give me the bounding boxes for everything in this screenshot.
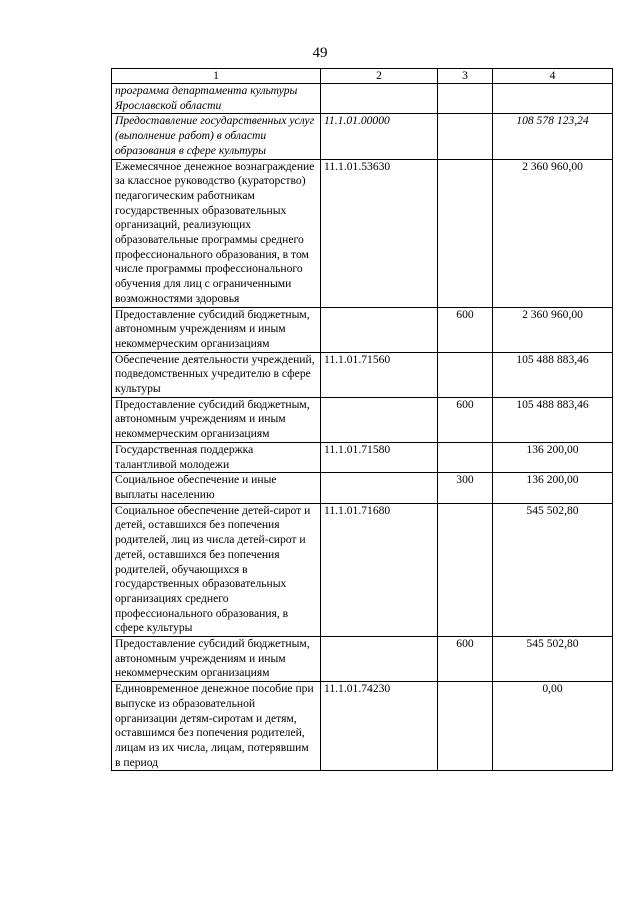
table-row	[112, 307, 613, 352]
row-type-cell	[438, 503, 493, 636]
row-code-cell	[321, 397, 438, 442]
row-name-cell: Предоставление государственных услуг (выполнение работ) в области образования в сфере культуры	[112, 114, 321, 159]
row-code-cell: 11.1.01.74230	[321, 682, 438, 771]
row-code-cell	[321, 307, 438, 352]
row-code-cell	[321, 84, 438, 114]
row-amount-cell: 545 502,80	[493, 503, 613, 636]
table-row	[112, 442, 613, 472]
row-code-cell: 11.1.01.71580	[321, 442, 438, 472]
table-row	[112, 503, 613, 636]
row-amount-cell: 2 360 960,00	[493, 159, 613, 307]
budget-table	[111, 68, 613, 771]
row-type-cell	[438, 114, 493, 159]
row-type-cell	[438, 352, 493, 397]
column-header-2: 2	[321, 69, 438, 84]
row-name-cell: программа департамента культуры Ярославской области	[112, 84, 321, 114]
row-code-cell	[321, 637, 438, 682]
table-row	[112, 637, 613, 682]
row-name-cell: Обеспечение деятельности учреждений, подведомственных учредителю в сфере культуры	[112, 352, 321, 397]
row-amount-cell: 105 488 883,46	[493, 352, 613, 397]
row-amount-cell: 545 502,80	[493, 637, 613, 682]
row-name-cell: Государственная поддержка талантливой молодежи	[112, 442, 321, 472]
table-row	[112, 397, 613, 442]
table-row	[112, 84, 613, 114]
row-code-cell: 11.1.01.53630	[321, 159, 438, 307]
table-row	[112, 159, 613, 307]
row-name-cell: Единовременное денежное пособие при выпуске из образовательной организации детям-сиротам и детям, оставшимся без попечения родителей, лицам из их числа, лицам, потерявшим в период	[112, 682, 321, 771]
row-amount-cell: 0,00	[493, 682, 613, 771]
row-amount-cell: 105 488 883,46	[493, 397, 613, 442]
table-row	[112, 114, 613, 159]
column-header-3: 3	[438, 69, 493, 84]
row-amount-cell: 136 200,00	[493, 442, 613, 472]
column-header-4: 4	[493, 69, 613, 84]
row-type-cell: 600	[438, 397, 493, 442]
table-header-row	[112, 69, 613, 84]
row-amount-cell: 2 360 960,00	[493, 307, 613, 352]
page-number: 49	[312, 45, 328, 61]
row-type-cell	[438, 442, 493, 472]
row-code-cell: 11.1.01.71680	[321, 503, 438, 636]
table-row	[112, 473, 613, 503]
row-type-cell	[438, 682, 493, 771]
row-name-cell: Социальное обеспечение детей-сирот и детей, оставшихся без попечения родителей, лиц из числа детей-сирот и детей, оставшихся без попечения родителей, обучающихся в государственных образовательных организациях среднего профессионального образования, в сфере культуры	[112, 503, 321, 636]
row-type-cell	[438, 84, 493, 114]
row-name-cell: Социальное обеспечение и иные выплаты населению	[112, 473, 321, 503]
row-code-cell: 11.1.01.00000	[321, 114, 438, 159]
row-code-cell	[321, 473, 438, 503]
row-amount-cell: 136 200,00	[493, 473, 613, 503]
row-type-cell: 600	[438, 307, 493, 352]
row-name-cell: Ежемесячное денежное вознаграждение за классное руководство (кураторство) педагогическим работникам государственных образовательных организаций, реализующих образовательные программы среднего профессионального образования, в том числе программы профессионального обучения для лиц с ограниченными возможностями здоровья	[112, 159, 321, 307]
table-body	[112, 84, 613, 771]
row-code-cell: 11.1.01.71560	[321, 352, 438, 397]
table-row	[112, 682, 613, 771]
row-type-cell	[438, 159, 493, 307]
row-name-cell: Предоставление субсидий бюджетным, автономным учреждениям и иным некоммерческим организациям	[112, 637, 321, 682]
row-name-cell: Предоставление субсидий бюджетным, автономным учреждениям и иным некоммерческим организациям	[112, 307, 321, 352]
row-amount-cell	[493, 84, 613, 114]
column-header-1: 1	[112, 69, 321, 84]
row-name-cell: Предоставление субсидий бюджетным, автономным учреждениям и иным некоммерческим организациям	[112, 397, 321, 442]
row-amount-cell: 108 578 123,24	[493, 114, 613, 159]
table-row	[112, 352, 613, 397]
row-type-cell: 600	[438, 637, 493, 682]
row-type-cell: 300	[438, 473, 493, 503]
